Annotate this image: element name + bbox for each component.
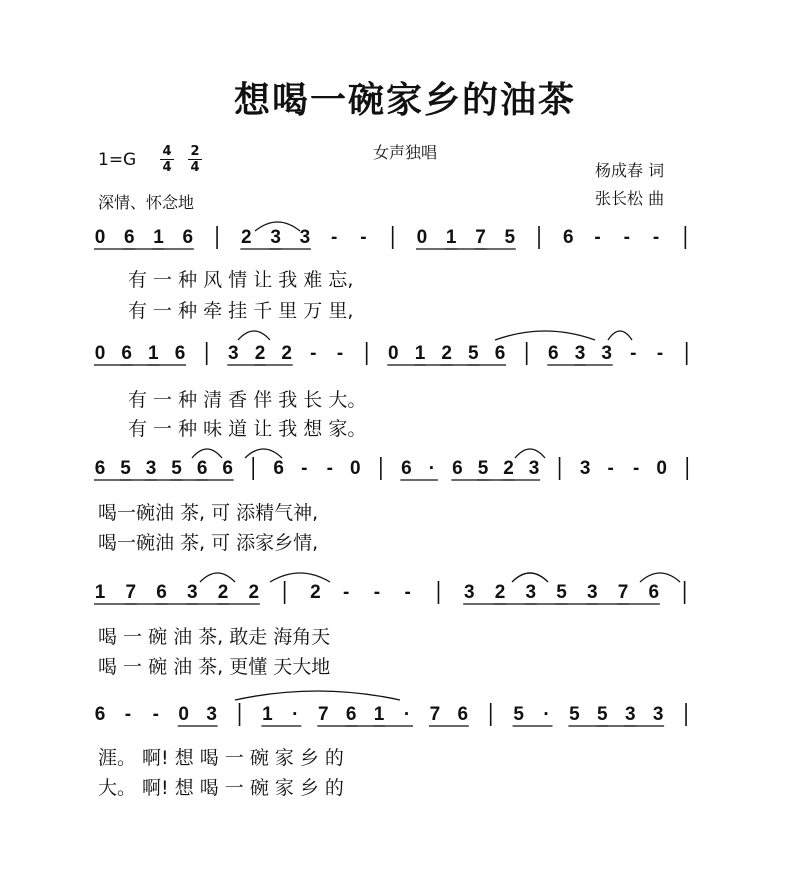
note: 2	[248, 582, 260, 603]
note: 3	[299, 227, 311, 248]
lyric-line: 涯。 啊! 想 喝 一 碗 家 乡 的	[98, 747, 344, 769]
lyric-line: 喝一碗油 茶, 可 添家乡情,	[98, 532, 319, 554]
performance-type: 女声独唱	[372, 143, 437, 162]
dash-hold: -	[607, 458, 614, 479]
note: 2	[310, 582, 321, 603]
note: ·	[292, 704, 299, 725]
lyric-line: 喝 一 碗 油 茶, 更懂 天大地	[98, 656, 331, 678]
dash-hold: -	[152, 704, 159, 725]
note: 6	[452, 458, 463, 479]
dash-hold: -	[630, 343, 637, 364]
note: 6	[182, 227, 194, 248]
note: 5	[120, 458, 131, 479]
note: 1	[148, 343, 159, 364]
dash-hold: -	[373, 582, 381, 603]
note: 7	[617, 582, 629, 603]
note: 0	[178, 704, 190, 725]
note: 5	[513, 704, 524, 725]
dash-hold: -	[330, 227, 338, 248]
note: 5	[504, 227, 516, 248]
note: 6	[457, 704, 469, 725]
slur	[270, 573, 330, 582]
note: 3	[652, 704, 664, 725]
note: 6	[563, 227, 574, 248]
note: 1	[373, 704, 385, 725]
note: 3	[601, 343, 612, 364]
dash-hold: -	[336, 343, 344, 364]
dash-hold: -	[301, 458, 308, 479]
note: 7	[317, 704, 329, 725]
note: 2	[494, 582, 506, 603]
dash-hold: -	[656, 343, 664, 364]
dash-hold: -	[342, 582, 350, 603]
note: 6	[94, 704, 106, 725]
lyric-line: 喝一碗油 茶, 可 添精气神,	[98, 502, 319, 524]
note: 0	[388, 343, 399, 364]
note: 3	[270, 227, 281, 248]
composer-credit: 张长松 曲	[595, 189, 665, 208]
dash-hold: -	[623, 227, 630, 248]
note: 1	[153, 227, 164, 248]
note: 6	[401, 458, 412, 479]
note: 2	[217, 582, 229, 603]
note: 5	[597, 704, 608, 725]
note: 1	[414, 343, 426, 364]
slur	[238, 331, 270, 340]
note: 0	[416, 227, 428, 248]
note: 6	[222, 458, 233, 479]
note: 3	[206, 704, 217, 725]
note: 6	[494, 343, 506, 364]
note: 3	[228, 343, 239, 364]
dash-hold: -	[310, 343, 317, 364]
note: 3	[624, 704, 636, 725]
note: 3	[579, 458, 591, 479]
note: 6	[174, 343, 186, 364]
slur	[515, 449, 545, 458]
lyricist-credit: 杨成春 词	[595, 161, 665, 180]
note: 5	[556, 582, 567, 603]
note: ·	[428, 458, 436, 479]
note: 2	[254, 343, 266, 364]
note: ·	[543, 704, 550, 725]
note: ·	[403, 704, 411, 725]
dash-hold: -	[326, 458, 333, 479]
slur	[512, 573, 548, 582]
note: 7	[125, 582, 137, 603]
lyric-line: 有 一 种 风 情 让 我 难 忘,	[128, 269, 354, 291]
lyric-line: 有 一 种 牵 挂 千 里 万 里,	[128, 300, 354, 322]
lyric-line: 有 一 种 清 香 伴 我 长 大。	[128, 389, 367, 411]
song-title: 想喝一碗家乡的油茶	[233, 80, 576, 121]
slur	[192, 449, 222, 458]
note: 2	[441, 343, 452, 364]
dash-hold: -	[360, 227, 367, 248]
note: 3	[145, 458, 157, 479]
note: 5	[569, 704, 580, 725]
lyric-line: 喝 一 碗 油 茶, 敢走 海角天	[98, 626, 331, 648]
note: 3	[187, 582, 198, 603]
note: 6	[121, 343, 132, 364]
note: 5	[171, 458, 182, 479]
note: 5	[468, 343, 479, 364]
note: 3	[574, 343, 586, 364]
note: 2	[241, 227, 252, 248]
slur	[495, 331, 595, 340]
note: 0	[350, 458, 361, 479]
slur	[200, 573, 235, 582]
note: 2	[503, 458, 514, 479]
dash-hold: -	[124, 704, 132, 725]
note: 5	[477, 458, 489, 479]
note: 6	[94, 458, 106, 479]
dash-hold: -	[633, 458, 640, 479]
note: 6	[273, 458, 285, 479]
key-signature: 1=G	[98, 150, 137, 170]
time-signature-4-4: 4 4	[160, 145, 174, 174]
note: 0	[94, 227, 106, 248]
note: 3	[525, 582, 537, 603]
dash-hold: -	[652, 227, 660, 248]
slur	[608, 331, 632, 340]
time-signature-2-4: 2 4	[188, 145, 202, 174]
lyric-line: 大。 啊! 想 喝 一 碗 家 乡 的	[98, 777, 344, 799]
slur	[245, 449, 282, 458]
note: 3	[587, 582, 598, 603]
note: 3	[528, 458, 540, 479]
note: 6	[548, 343, 559, 364]
note: 1	[94, 582, 106, 603]
note: 2	[281, 343, 292, 364]
note: 7	[475, 227, 486, 248]
note: 1	[262, 704, 273, 725]
note: 6	[345, 704, 357, 725]
slur	[235, 691, 400, 700]
note: 3	[463, 582, 475, 603]
note: 7	[429, 704, 441, 725]
lyric-line: 有 一 种 味 道 让 我 想 家。	[128, 418, 367, 440]
note: 6	[123, 227, 135, 248]
tempo-marking: 深情、怀念地	[98, 193, 195, 212]
note: 0	[656, 458, 667, 479]
dash-hold: -	[404, 582, 411, 603]
note: 0	[94, 343, 106, 364]
note: 1	[445, 227, 457, 248]
dash-hold: -	[594, 227, 601, 248]
slur	[640, 573, 680, 582]
note: 6	[648, 582, 660, 603]
note: 6	[196, 458, 208, 479]
note: 6	[156, 582, 167, 603]
